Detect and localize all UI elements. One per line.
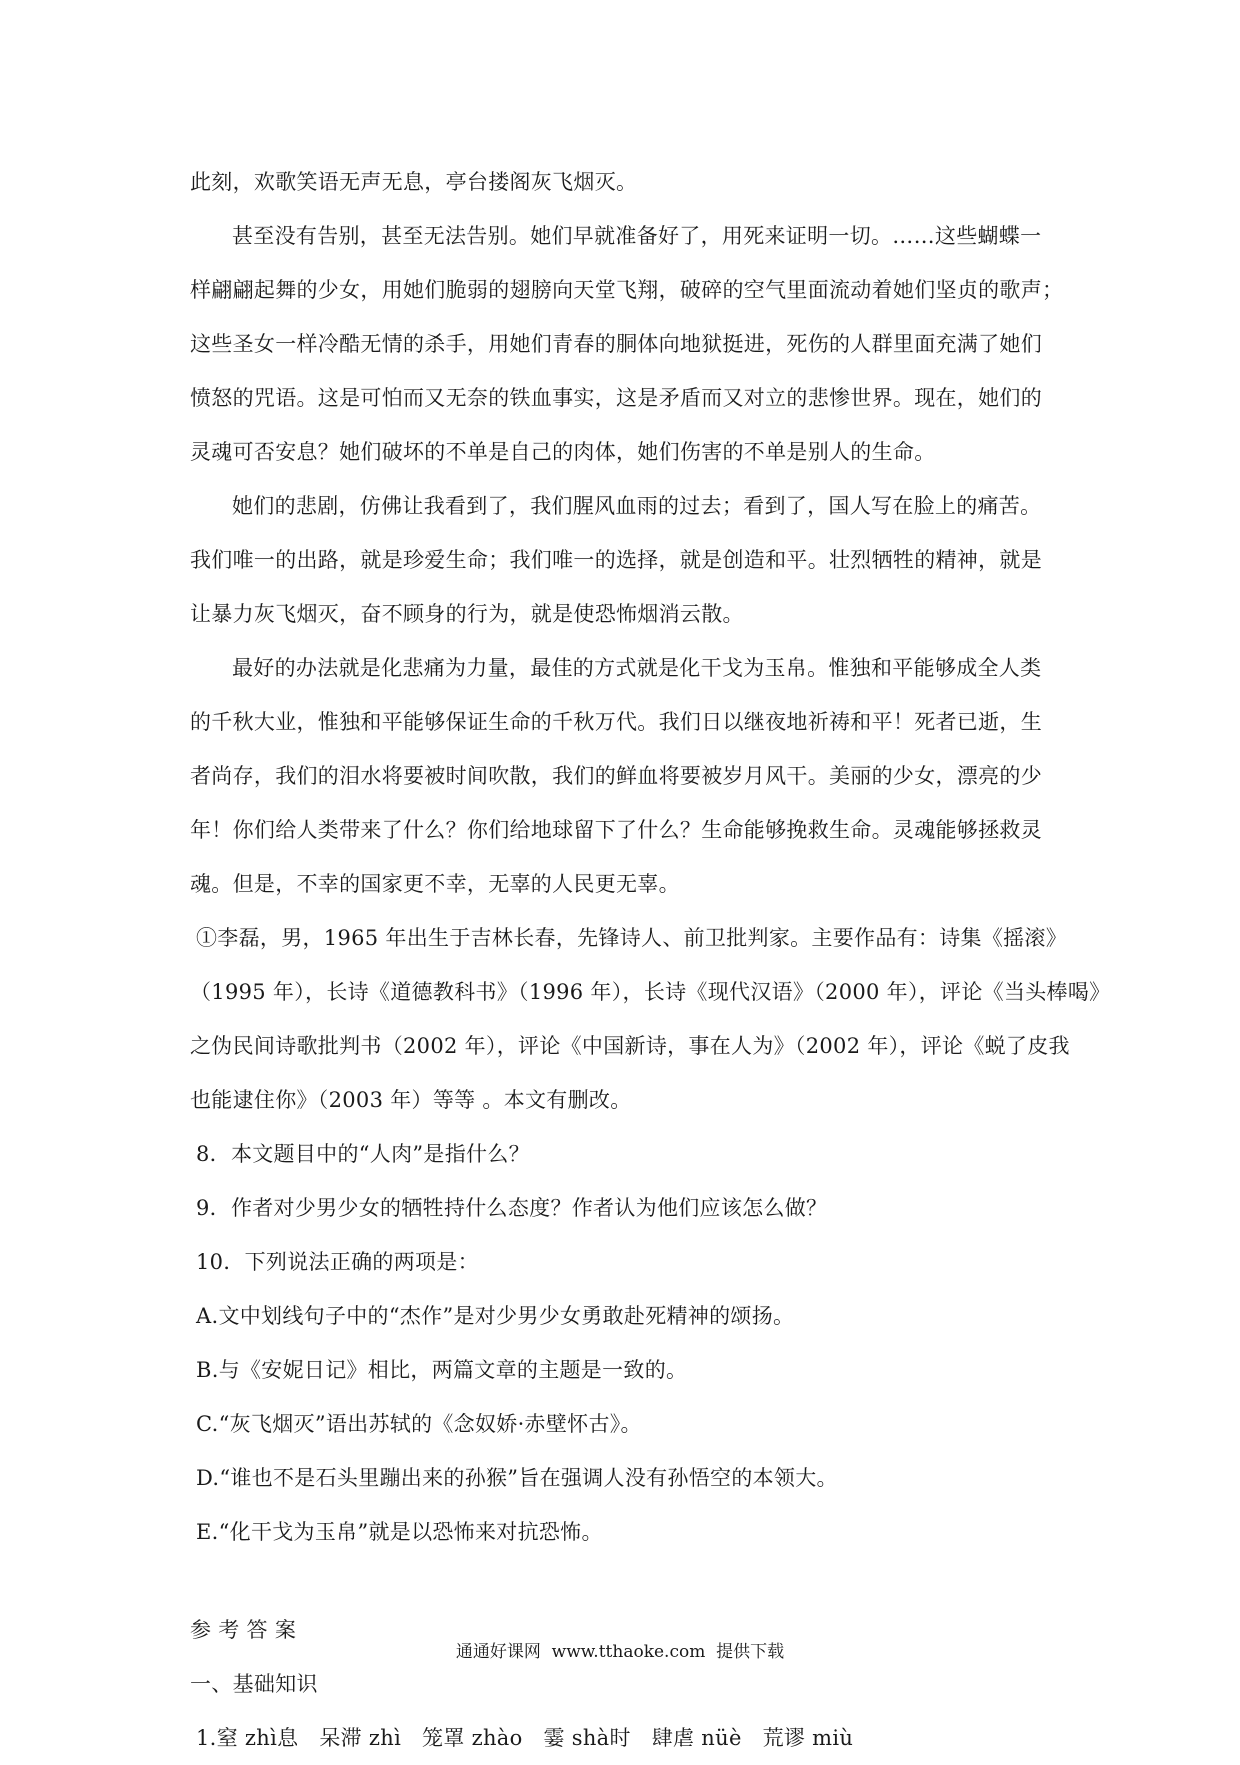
paragraph-line: 魂。但是，不幸的国家更不幸，无辜的人民更无辜。	[190, 872, 680, 896]
option-e: E.“化干戈为玉帛”就是以恐怖来对抗恐怖。	[196, 1520, 603, 1544]
paragraph-line: 这些圣女一样冷酷无情的杀手，用她们青春的胴体向地狱挺进，死伤的人群里面充满了她们	[190, 332, 1042, 356]
answer-section-title: 一、基础知识	[190, 1672, 318, 1696]
paragraph-line: 让暴力灰飞烟灭，奋不顾身的行为，就是使恐怖烟消云散。	[190, 602, 744, 626]
paragraph-line: 的千秋大业，惟独和平能够保证生命的千秋万代。我们日以继夜地祈祷和平！死者已逝，生	[190, 710, 1042, 734]
option-c: C.“灰飞烟灭”语出苏轼的《念奴娇·赤壁怀古》。	[196, 1412, 642, 1436]
paragraph-line: 样翩翩起舞的少女，用她们脆弱的翅膀向天堂飞翔，破碎的空气里面流动着她们坚贞的歌声；	[190, 278, 1064, 302]
question-10: 10．下列说法正确的两项是：	[196, 1250, 479, 1274]
paragraph-line: 最好的办法就是化悲痛为力量，最佳的方式就是化干戈为玉帛。惟独和平能够成全人类	[232, 656, 1042, 680]
option-b: B.与《安妮日记》相比，两篇文章的主题是一致的。	[196, 1358, 688, 1382]
question-9: 9．作者对少男少女的牺牲持什么态度？作者认为他们应该怎么做？	[196, 1196, 828, 1220]
paragraph-line: 者尚存，我们的泪水将要被时间吹散，我们的鲜血将要被岁月风干。美丽的少女，漂亮的少	[190, 764, 1042, 788]
option-d: D.“谁也不是石头里蹦出来的孙猴”旨在强调人没有孙悟空的本领大。	[196, 1466, 838, 1490]
paragraph-line: 我们唯一的出路，就是珍爱生命；我们唯一的选择，就是创造和平。壮烈牺牲的精神，就是	[190, 548, 1042, 572]
answer-item-1: 1.窒 zhì息 呆滞 zhì 笼罩 zhào 霎 shà时 肆虐 nüè 荒谬 miù	[196, 1726, 854, 1750]
document-page	[190, 155, 1111, 1765]
answer-section	[190, 1603, 1060, 1765]
paragraph-peace	[190, 641, 1060, 911]
questions	[190, 1127, 1060, 1559]
note-line: （1995 年），长诗《道德教科书》（1996 年），长诗《现代汉语》（2000 年），评论《当头棒喝》	[190, 980, 1111, 1004]
note-line: 也能逮住你》（2003 年）等等 。本文有删改。	[190, 1088, 632, 1112]
paragraph-line: 年！你们给人类带来了什么？你们给地球留下了什么？生命能够挽救生命。灵魂能够拯救灵	[190, 818, 1042, 842]
paragraph-line: 灵魂可否安息？她们破坏的不单是自己的肉体，她们伤害的不单是别人的生命。	[190, 440, 936, 464]
paragraph-farewell	[190, 209, 1064, 479]
paragraph-tragedy	[190, 479, 1060, 641]
paragraph-line: 她们的悲剧，仿佛让我看到了，我们腥风血雨的过去；看到了，国人写在脸上的痛苦。	[232, 494, 1042, 518]
note-line: ①李磊，男，1965 年出生于吉林长春，先锋诗人、前卫批判家。主要作品有：诗集《摇滚》	[196, 926, 1068, 950]
paragraph-line: 愤怒的咒语。这是可怕而又无奈的铁血事实，这是矛盾而又对立的悲惨世界。现在，她们的	[190, 386, 1042, 410]
author-note	[190, 911, 1111, 1127]
question-8: 8．本文题目中的“人肉”是指什么？	[196, 1142, 530, 1166]
paragraph-line: 甚至没有告别，甚至无法告别。她们早就准备好了，用死来证明一切。……这些蝴蝶一	[232, 224, 1042, 248]
option-a: A.文中划线句子中的“杰作”是对少男少女勇敢赴死精神的颂扬。	[196, 1304, 795, 1328]
paragraph-line: 此刻，欢歌笑语无声无息，亭台搂阁灰飞烟灭。	[190, 170, 638, 194]
answer-heading: 参 考 答 案	[190, 1618, 297, 1642]
page-footer: 通通好课网 www.tthaoke.com 提供下载	[455, 1642, 785, 1662]
note-line: 之伪民间诗歌批判书（2002 年），评论《中国新诗，事在人为》（2002 年），评论《蜕了皮我	[190, 1034, 1070, 1058]
